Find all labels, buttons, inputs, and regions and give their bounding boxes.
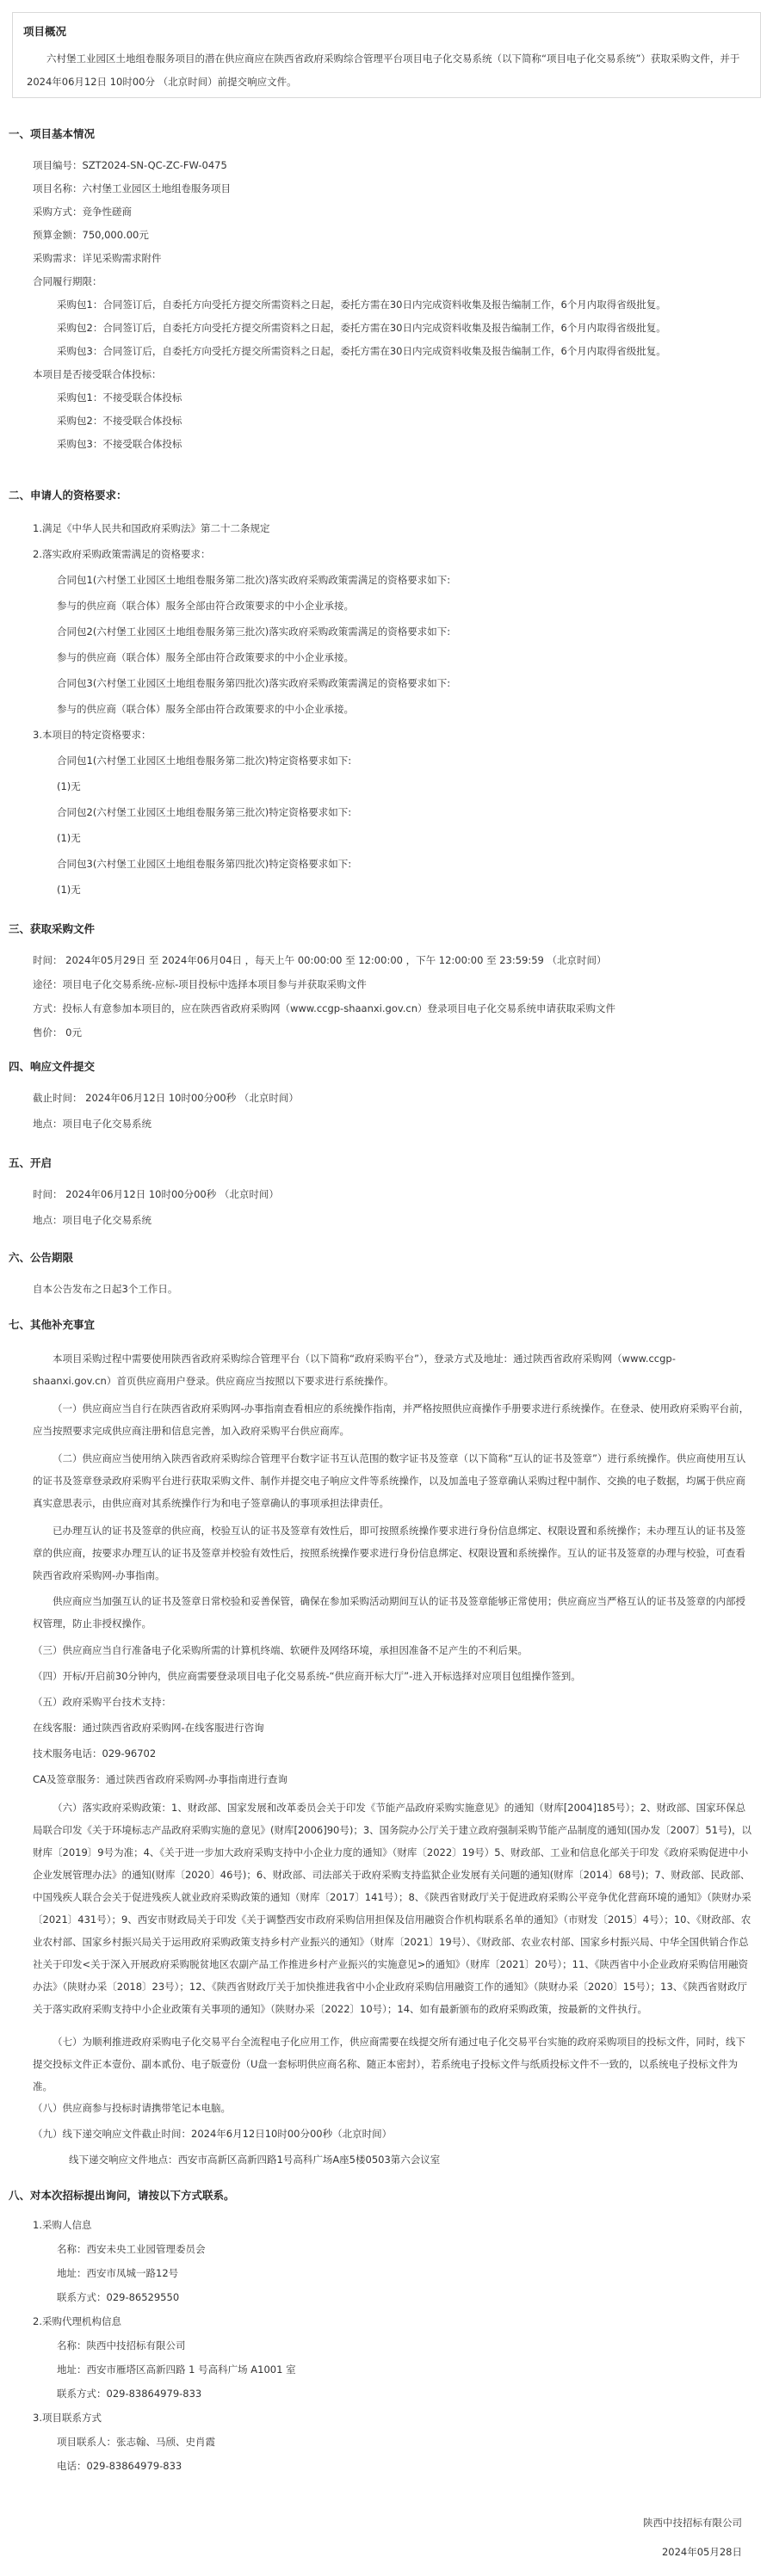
qualification-line: 1.满足《中华人民共和国政府采购法》第二十二条规定 [33,522,270,534]
section-title-period: 六、公告期限 [9,1251,74,1264]
supplementary-paragraph-policies: （六）落实政府采购政策：1、财政部、国家发展和改革委员会关于印发《节能产品政府采购实施意见》的通知（财库[2004]185号）；2、财政部、国家环保总局联合印发《关于环境标志产品政府采购实施的意见》(财库[2006]90号)；3、国务院办公厅关于建立政府强制采购节能产品制度的通知(国办发〔2007〕51号)，以财库〔2019〕9号为准；4、《关于进一步加大政府采购支持中小企业力度的通知》（财库〔2022〕19号）5、财政部、工业和信息化部关于印发《政府采购促进中小企业发展管理办法》的通知(财库〔2020〕46号)；6、财政部、司法部关于政府采购支持监狱企业发展有关问题的通知(财库〔2014〕68号)；7、财政部、民政部、中国残疾人联合会关于促进残疾人就业政府采购政策的通知（财库〔2017〕141号）；8、《陕西省财政厅关于促进政府采购公平竞争优化营商环境的通知》（陕财办采〔2021〕431号）；9、西安市财政局关于印发《关于调整西安市政府采购信用担保及信用融资合作机构联系名单的通知》（市财发〔2015〕4号）；10、《财政部、农业农村部、国家乡村振兴局关于运用政府采购政策支持乡村产业振兴的通知》（财库〔2021〕19号）、《财政部、农业农村部、国家乡村振兴局、中华全国供销合作总社关于印发<关于深入开展政府采购脱贫地区农副产品工作推进乡村产业振兴的实施意见>的通知》（财库〔2021〕20号）；11、《陕西省中小企业政府采购信用融资办法》（陕财办采〔2018〕23号）；12、《陕西省财政厅关于加快推进我省中小企业政府采购信用融资工作的通知》（陕财办采〔2020〕15号）；13、《陕西省财政厅关于落实政府采购支持中小企业政策有关事项的通知》（陕财办采〔2022〕10号）；14、如有最新颁布的政府采购政策，按最新的文件执行。 [33,1802,752,2015]
project-overview-box [12,12,761,98]
qualification-line: 参与的供应商（联合体）服务全部由符合政策要求的中小企业承接。 [57,651,354,663]
qualification-line: 参与的供应商（联合体）服务全部由符合政策要求的中小企业承接。 [57,703,354,715]
supplementary-paragraph: （三）供应商应当自行准备电子化采购所需的计算机终端、软硬件及网络环境，承担因准备不足产生的不利后果。 [33,1644,528,1656]
obtain-way: 途径：项目电子化交易系统-应标-项目投标中选择本项目参与并获取采购文件 [33,978,367,990]
qualification-line: 合同包2(六村堡工业园区土地组卷服务第三批次)特定资格要求如下: [57,806,352,818]
supplementary-paragraph: （八）供应商参与投标时请携带笔记本电脑。 [33,2102,231,2114]
contact-purchaser-heading: 1.采购人信息 [33,2219,92,2231]
qualification-line: 参与的供应商（联合体）服务全部由符合政策要求的中小企业承接。 [57,600,354,612]
document-price: 售价： 0元 [33,1026,82,1038]
supplementary-paragraph: （四）开标/开启前30分钟内，供应商需要登录项目电子化交易系统-“供应商开标大厅”-进入开标选择对应项目包组操作签到。 [33,1670,581,1682]
supplementary-paragraph: 本项目采购过程中需要使用陕西省政府采购综合管理平台（以下简称“政府采购平台”），登录方式及地址：通过陕西省政府采购网（www.ccgp-shaanxi.gov.cn）首页供应商用户登录。供应商应当按照以下要求进行系统操作。 [33,1353,676,1387]
section-title-opening: 五、开启 [9,1156,53,1169]
offline-place: 线下递交响应文件地点：西安市高新区高新四路1号高科广场A座5楼0503第六会议室 [69,2154,441,2166]
qualification-line: (1)无 [57,884,81,896]
package1-consortium: 采购包1：不接受联合体投标 [57,391,182,404]
supplementary-paragraph: （七）为顺利推进政府采购电子化交易平台全流程电子化应用工作，供应商需要在线提交所有通过电子化交易平台实施的政府采购项目的投标文件，同时，线下提交投标文件正本壹份、副本贰份、电子版壹份（U盘一套标明供应商名称、随正本密封），若系统电子投标文件与纸质投标文件不一致的，以系统电子投标文件为准。 [33,2036,745,2092]
obtain-time: 时间： 2024年05月29日 至 2024年06月04日 ，每天上午 00:00:00 至 12:00:00 ，下午 12:00:00 至 23:59:59 （北京时间） [33,954,607,966]
overview-title: 项目概况 [23,25,67,38]
agency-address: 地址：西安市雁塔区高新四路 1 号高科广场 A1001 室 [57,2363,296,2376]
support-online-service: 在线客服：通过陕西省政府采购网-在线客服进行咨询 [33,1722,264,1734]
supplementary-paragraph: （一）供应商应当自行在陕西省政府采购网-办事指南查看相应的系统操作指南，并严格按照供应商操作手册要求进行系统操作。在登录、使用政府采购平台前，应当按照要求完成供应商注册和信息完善，加入政府采购平台供应商库。 [33,1402,750,1437]
submission-deadline: 截止时间： 2024年06月12日 10时00分00秒 （北京时间） [33,1092,299,1104]
supplementary-paragraph: 供应商应当加强互认的证书及签章日常校验和妥善保管，确保在参加采购活动期间互认的证书及签章能够正常使用；供应商应当严格互认的证书及签章的内部授权管理，防止非授权操作。 [33,1595,745,1630]
supplementary-paragraph: （二）供应商应当使用纳入陕西省政府采购综合管理平台数字证书互认范围的数字证书及签章（以下简称“互认的证书及签章”）进行系统操作。供应商使用互认的证书及签章登录政府采购平台进行获取采购文件、制作并提交电子响应文件等系统操作，以及加盖电子签章确认采购过程中制作、交换的电子数据，均属于供应商真实意思表示，由供应商对其系统操作行为和电子签章确认的事项承担法律责任。 [33,1452,746,1509]
contact-project-heading: 3.项目联系方式 [33,2412,102,2424]
section-title-contact: 八、对本次招标提出询问，请按以下方式联系。 [9,2189,235,2202]
procurement-method: 采购方式：竞争性磋商 [33,206,132,218]
contract-term-label: 合同履行期限： [33,275,102,287]
package3-term: 采购包3：合同签订后，自委托方向受托方提交所需资料之日起，委托方需在30日内完成资料收集及报告编制工作，6个月内取得省级批复。 [57,345,666,357]
agency-phone: 联系方式：029-83864979-833 [57,2388,202,2400]
package1-term: 采购包1：合同签订后，自委托方向受托方提交所需资料之日起，委托方需在30日内完成资料收集及报告编制工作，6个月内取得省级批复。 [57,299,666,311]
qualification-line: 3.本项目的特定资格要求： [33,729,152,741]
procurement-requirement: 采购需求：详见采购需求附件 [33,252,162,264]
section-title-submission: 四、响应文件提交 [9,1060,96,1073]
section-title-supplementary: 七、其他补充事宜 [9,1318,96,1331]
signature-date: 2024年05月28日 [661,2546,742,2558]
offline-deadline: （九）线下递交响应文件截止时间：2024年6月12日10时00分00秒（北京时间） [33,2128,393,2140]
qualification-line: 合同包3(六村堡工业园区土地组卷服务第四批次)落实政府采购政策需满足的资格要求如下: [57,677,451,689]
package2-consortium: 采购包2：不接受联合体投标 [57,415,182,427]
obtain-method: 方式：投标人有意参加本项目的，应在陕西省政府采购网（www.ccgp-shaanxi.gov.cn）登录项目电子化交易系统申请获取采购文件 [33,1002,616,1014]
project-contact-phone: 电话：029-83864979-833 [57,2460,182,2472]
package3-consortium: 采购包3：不接受联合体投标 [57,438,182,450]
section-title-basic-info: 一、项目基本情况 [9,127,96,140]
qualification-line: 合同包2(六村堡工业园区土地组卷服务第三批次)落实政府采购政策需满足的资格要求如下: [57,626,451,638]
qualification-line: 合同包3(六村堡工业园区土地组卷服务第四批次)特定资格要求如下: [57,858,352,870]
qualification-line: 合同包1(六村堡工业园区土地组卷服务第二批次)落实政府采购政策需满足的资格要求如下: [57,574,451,586]
signature-organization: 陕西中技招标有限公司 [643,2517,742,2529]
budget-amount: 预算金额：750,000.00元 [33,229,149,241]
contact-agency-heading: 2.采购代理机构信息 [33,2315,121,2327]
support-phone: 技术服务电话：029-96702 [33,1747,157,1759]
package2-term: 采购包2：合同签订后，自委托方向受托方提交所需资料之日起，委托方需在30日内完成资料收集及报告编制工作，6个月内取得省级批复。 [57,322,666,334]
project-name: 项目名称：六村堡工业园区土地组卷服务项目 [33,182,231,194]
project-number: 项目编号：SZT2024-SN-QC-ZC-FW-0475 [33,159,227,171]
opening-time: 时间： 2024年06月12日 10时00分00秒 （北京时间） [33,1188,279,1200]
section-title-obtain-documents: 三、获取采购文件 [9,922,96,935]
qualification-line: (1)无 [57,780,81,792]
consortium-label: 本项目是否接受联合体投标： [33,368,162,380]
qualification-line: 合同包1(六村堡工业园区土地组卷服务第二批次)特定资格要求如下: [57,755,352,767]
overview-text: 六村堡工业园区土地组卷服务项目的潜在供应商应在陕西省政府采购综合管理平台项目电子化交易系统（以下简称“项目电子化交易系统”）获取采购文件，并于 2024年06月12日 10时00分 （北京时间）前提交响应文件。 [27,52,740,88]
supplementary-paragraph: 已办理互认的证书及签章的供应商，校验互认的证书及签章有效性后，即可按照系统操作要求进行身份信息绑定、权限设置和系统操作；未办理互认的证书及签章的供应商，按要求办理互认的证书及签章并校验有效性后，按照系统操作要求进行身份信息绑定、权限设置和系统操作。互认的证书及签章的办理与校验，可查看陕西省政府采购网-办事指南。 [33,1525,745,1581]
supplementary-paragraph: （五）政府采购平台技术支持： [33,1696,171,1708]
qualification-line: (1)无 [57,832,81,844]
submission-place: 地点：项目电子化交易系统 [33,1118,152,1130]
opening-place: 地点：项目电子化交易系统 [33,1214,152,1226]
support-ca-service: CA及签章服务：通过陕西省政府采购网-办事指南进行查询 [33,1773,288,1785]
purchaser-address: 地址：西安市凤城一路12号 [57,2267,179,2279]
purchaser-name: 名称：西安未央工业园管理委员会 [57,2243,206,2255]
section-title-qualification: 二、申请人的资格要求： [9,489,127,502]
qualification-line: 2.落实政府采购政策需满足的资格要求： [33,548,211,560]
project-contact-person: 项目联系人：张志翰、马颀、史肖霞 [57,2436,215,2448]
announcement-period: 自本公告发布之日起3个工作日。 [33,1283,178,1295]
agency-name: 名称：陕西中技招标有限公司 [57,2339,186,2351]
purchaser-phone: 联系方式：029-86529550 [57,2291,180,2303]
